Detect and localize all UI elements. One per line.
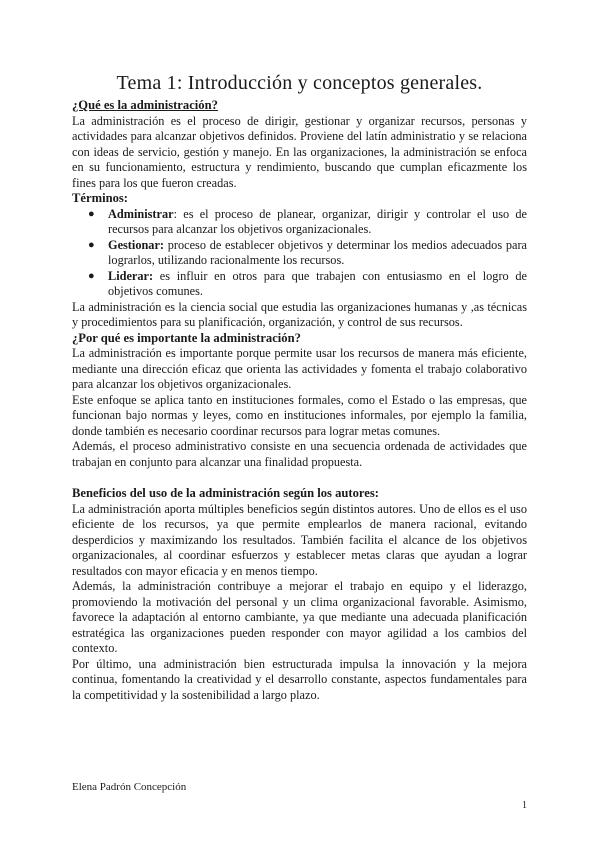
page-number: 1	[522, 800, 527, 811]
document-page	[72, 72, 527, 703]
term-name: Administrar	[108, 206, 174, 221]
section-paragraph: La administración es el proceso de dirigir, gestionar y organizar recursos, personas y actividades para alcanzar objetivos definidos. Proviene del latín administratio y se relaciona con ideas de servicio, gestión y manejo. En las organizaciones, la administración se enfoca en su funcionamiento, estructura y rendimiento, buscando que cumplan eficazmente los fines para los que fueron creadas.	[72, 113, 527, 190]
term-name: Liderar:	[108, 268, 154, 283]
page-title: Tema 1: Introducción y conceptos generales.	[116, 72, 483, 94]
section-heading-text: ¿Qué es la administración?	[72, 98, 218, 112]
terms-heading: Términos:	[72, 191, 128, 206]
term-separator: :	[173, 206, 178, 221]
section-paragraph: Por último, una administración bien estructurada impulsa la innovación y la mejora continua, fomentando la creatividad y el desarrollo constante, aspectos fundamentales para la competitividad y la sostenibilidad a largo plazo.	[72, 656, 527, 702]
terms-list	[72, 207, 527, 300]
list-item	[88, 206, 527, 238]
term-definition: proceso de establecer objetivos y determinar los medios adecuados para lograrlos, utilizando racionalmente los recursos.	[108, 237, 527, 268]
section-paragraph: La administración es importante porque permite usar los recursos de manera más eficiente, mediante una dirección eficaz que orienta las actividades y fomenta el trabajo colaborativo para alcanzar los objetivos organizacionales.	[72, 346, 527, 392]
term-definition: es influir en otros para que trabajen con entusiasmo en el logro de objetivos comunes.	[108, 268, 527, 299]
list-item	[88, 237, 527, 269]
list-item	[88, 268, 527, 300]
spacer	[72, 470, 527, 486]
bullet-icon: ●	[88, 269, 95, 282]
footer-author: Elena Padrón Concepción	[72, 781, 187, 793]
term-definition: es el proceso de planear, organizar, dirigir y controlar el uso de recursos para alcanzar los objetivos organizacionales.	[108, 206, 527, 237]
term-name: Gestionar:	[108, 237, 165, 252]
section-heading-importance: ¿Por qué es importante la administración?	[72, 330, 301, 345]
bullet-icon: ●	[88, 238, 95, 251]
section-paragraph: Además, la administración contribuye a mejorar el trabajo en equipo y el liderazgo, promoviendo la motivación del personal y un clima organizacional favorable. Asimismo, favorece la adaptación al entorno cambiante, ya que mediante una adecuada planificación estratégica las organizaciones pueden responder con mayor agilidad a los cambios del contexto.	[72, 579, 527, 656]
section-paragraph: Además, el proceso administrativo consiste en una secuencia ordenada de actividades que trabajan en conjunto para alcanzar una finalidad propuesta.	[72, 439, 527, 469]
section-paragraph: La administración aporta múltiples beneficios según distintos autores. Uno de ellos es el uso eficiente de los recursos, ya que permite emplearlos de manera racional, evitando desperdicios y maximizando los resultados. También facilita el alcance de los objetivos organizacionales, al coordinar esfuerzos y establecer metas claras que ayudan a lograr resultados con mayor eficacia y en menos tiempo.	[72, 501, 527, 578]
bullet-icon: ●	[88, 207, 95, 220]
section-paragraph: Este enfoque se aplica tanto en instituciones formales, como el Estado o las empresas, que funcionan bajo normas y leyes, como en instituciones informales, por ejemplo la familia, donde también es necesario coordinar recursos para lograr metas comunes.	[72, 392, 527, 438]
section-heading-benefits: Beneficios del uso de la administración según los autores:	[72, 486, 379, 501]
section-heading-what-is	[72, 98, 527, 114]
terms-closing-paragraph: La administración es la ciencia social que estudia las organizaciones humanas y ,as técnicas y procedimientos para su planificación, organización, y control de sus recursos.	[72, 299, 527, 330]
